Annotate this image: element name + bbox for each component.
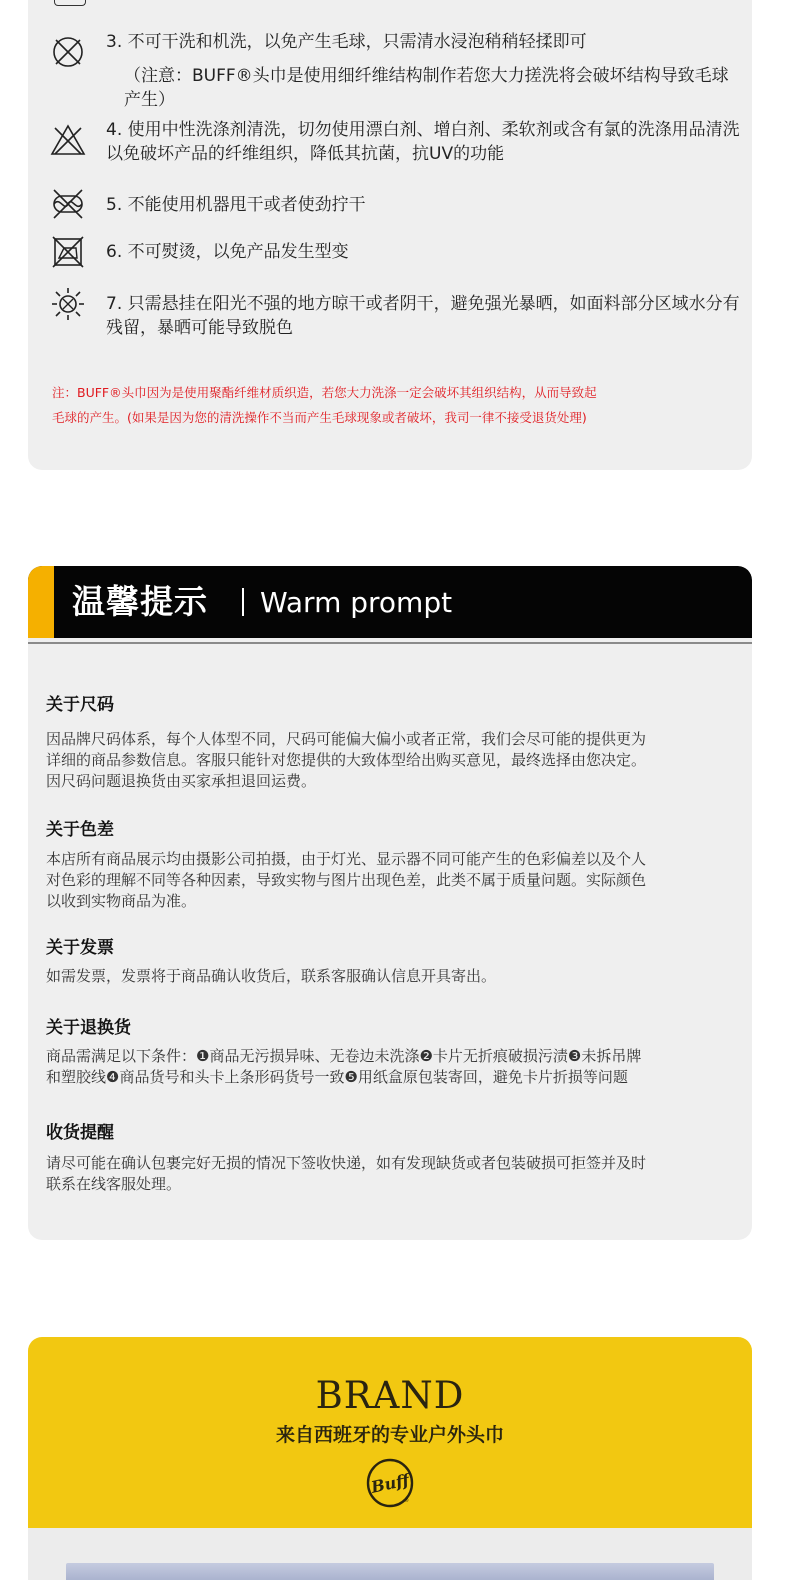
tip-line: 因尺码问题退换货由买家承担退回运费。: [46, 772, 317, 790]
brand-title: BRAND: [315, 1374, 465, 1417]
care-instructions-card: [28, 0, 752, 470]
no-wring-icon: [50, 186, 86, 222]
care-item-4-text: 4. 使用中性洗涤剂清洗，切勿使用漂白剂、增白剂、柔软剂或含有氯的洗涤用品清洗以免破坏产品的纤维组织，降低其抗菌，抗UV的功能: [106, 120, 740, 164]
brand-photo: [66, 1563, 714, 1580]
tip-heading-size: 关于尺码: [46, 695, 114, 715]
care-item-6-text: 6. 不可熨烫，以免产品发生型变: [106, 242, 349, 262]
care-warning-line-1: 注：BUFF®头巾因为是使用聚酯纤维材质织造，若您大力洗涤一定会破坏其组织结构，从而导致起: [52, 385, 597, 400]
svg-text:®: ®: [404, 1498, 409, 1504]
tip-heading-returns: 关于退换货: [46, 1018, 131, 1038]
svg-text:Buff: Buff: [369, 1470, 411, 1497]
no-dry-clean-icon: [50, 34, 86, 70]
no-bleach-icon: [50, 122, 86, 158]
care-item-3-note: （注意：BUFF®头巾是使用细纤维结构制作若您大力搓洗将会破坏结构导致毛球产生）: [124, 66, 729, 110]
care-warning-line-2: 毛球的产生。(如果是因为您的清洗操作不当而产生毛球现象或者破坏，我司一律不接受退货处理): [52, 410, 587, 425]
tip-heading-invoice: 关于发票: [46, 938, 114, 958]
dry-in-shade-icon: [50, 286, 86, 322]
brand-card: [28, 1337, 752, 1537]
warm-prompt-card: [28, 566, 752, 1240]
tip-line: 如需发票，发票将于商品确认收货后，联系客服确认信息开具寄出。: [46, 967, 497, 985]
warm-prompt-title: 温馨提示: [72, 582, 208, 621]
brand-image-area: [28, 1528, 752, 1580]
care-item-3-text: 3. 不可干洗和机洗，以免产生毛球，只需清水浸泡稍稍轻揉即可: [106, 32, 587, 52]
warm-prompt-subtitle: Warm prompt: [260, 586, 453, 619]
tip-heading-color: 关于色差: [46, 820, 114, 840]
tip-heading-delivery: 收货提醒: [46, 1123, 114, 1143]
header-accent-bar: [28, 566, 54, 638]
tip-line: 商品需满足以下条件：❶商品无污损异味、无卷边未洗涤❷卡片无折痕破损污渍❸未拆吊牌: [46, 1047, 642, 1065]
buff-logo-icon: [364, 1457, 416, 1509]
tip-line: 本店所有商品展示均由摄影公司拍摄，由于灯光、显示器不同可能产生的色彩偏差以及个人: [46, 850, 647, 868]
header-rule: [28, 642, 752, 644]
tip-line: 以收到实物商品为准。: [46, 892, 197, 910]
care-item-5-text: 5. 不能使用机器甩干或者使劲拧干: [106, 195, 366, 215]
tip-line: 因品牌尺码体系，每个人体型不同，尺码可能偏大偏小或者正常，我们会尽可能的提供更为: [46, 730, 647, 748]
wash-symbol-icon: [54, 0, 86, 6]
no-iron-icon: [50, 234, 86, 270]
tip-line: 请尽可能在确认包裹完好无损的情况下签收快递，如有发现缺货或者包装破损可拒签并及时: [46, 1154, 647, 1172]
brand-subtitle: 来自西班牙的专业户外头巾: [275, 1424, 504, 1446]
tip-line: 联系在线客服处理。: [46, 1175, 182, 1193]
tip-line: 详细的商品参数信息。客服只能针对您提供的大致体型给出购买意见，最终选择由您决定。: [46, 751, 647, 769]
tip-line: 对色彩的理解不同等各种因素，导致实物与图片出现色差，此类不属于质量问题。实际颜色: [46, 871, 647, 889]
tip-line: 和塑胶线❹商品货号和头卡上条形码货号一致❺用纸盒原包装寄回，避免卡片折损等问题: [46, 1068, 628, 1086]
care-item-7-text: 7. 只需悬挂在阳光不强的地方晾干或者阴干，避免强光暴晒，如面料部分区域水分有残留，暴晒可能导致脱色: [106, 294, 740, 338]
warm-prompt-header: [28, 566, 752, 638]
header-divider: [242, 588, 244, 616]
